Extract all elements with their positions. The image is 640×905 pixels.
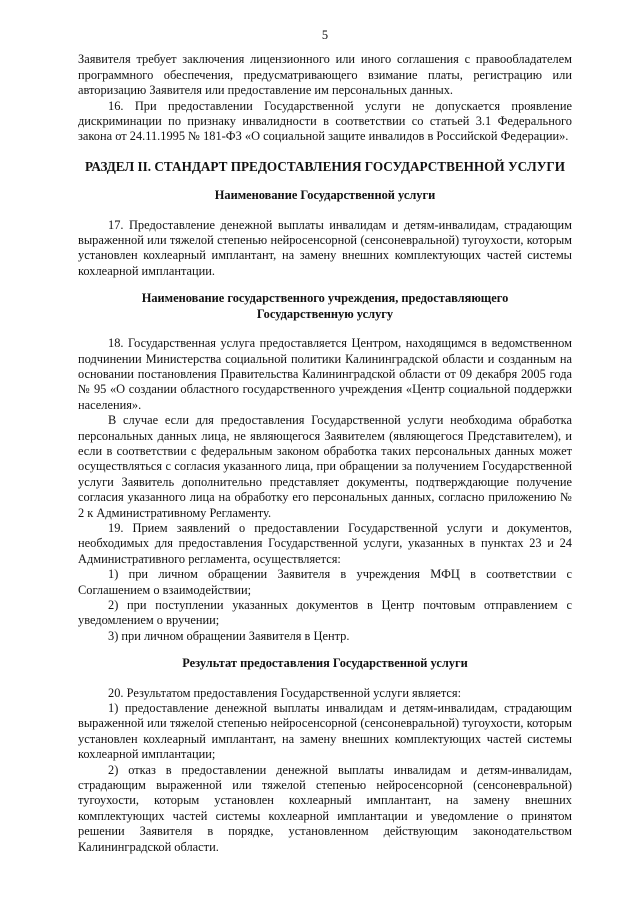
heading-organization <box>78 291 572 322</box>
heading-service-name: Наименование Государственной услуги <box>214 188 436 203</box>
paragraph-20-item-2: 2) отказ в предоставлении денежной выплаты инвалидам и детям-инвалидам, страдающим выраженной или тяжелой степенью нейросенсорной (сенсоневральной) тугоухости, которым установлен кохлеарный имплантант, на замену внешних комплектующих частей системы кохлеарной имплантации и уведомление о принятом решении Заявителя в порядке, установленном действующим законодательством Калининградской области. <box>78 762 572 854</box>
section-title: РАЗДЕЛ II. СТАНДАРТ ПРЕДОСТАВЛЕНИЯ ГОСУДАРСТВЕННОЙ УСЛУГИ <box>84 158 566 174</box>
paragraph-18-consent: В случае если для предоставления Государственной услуги необходима обработка персональных данных лица, не являющегося Заявителем (являющегося Представителем), и если в соответствии с федеральным законом обработка таких персональных данных может осуществляться с согласия указанного лица, при обращении за получением Государственной услуги Заявитель дополнительно представляет документы, подтверждающие получение согласия указанного лица на обработку его персональных данных, согласно приложению № 2 к Административному Регламенту. <box>78 413 572 520</box>
paragraph-17: 17. Предоставление денежной выплаты инвалидам и детям-инвалидам, страдающим выраженной или тяжелой степенью нейросенсорной (сенсоневральной) тугоухости, которым установлен кохлеарный имплантант, на замену внешних комплектующих частей системы кохлеарной имплантации. <box>78 217 572 278</box>
paragraph-20-item-1: 1) предоставление денежной выплаты инвалидам и детям-инвалидам, страдающим выраженной или тяжелой степенью нейросенсорной (сенсоневральной) тугоухости, которым установлен кохлеарный имплантант, на замену внешних комплектующих частей системы кохлеарной имплантации; <box>78 701 572 762</box>
heading-organization-line-2: Государственную услугу <box>256 306 394 321</box>
paragraph-19: 19. Прием заявлений о предоставлении Государственной услуги и документов, необходимых для предоставления Государственной услуги, указанных в пунктах 23 и 24 Административного регламента, осуществляется: <box>78 520 572 566</box>
heading-result: Результат предоставления Государственной услуги <box>182 656 468 671</box>
paragraph-18: 18. Государственная услуга предоставляется Центром, находящимся в ведомственном подчинении Министерства социальной политики Калининградской области и созданным на основании постановления Правительства Калининградской области от 09 декабря 2005 года № 95 «О создании областного государственного учреждения «Центр социальной поддержки населения». <box>78 336 572 412</box>
paragraph-continuation: Заявителя требует заключения лицензионного или иного соглашения с правообладателем программного обеспечения, предусматривающего взимание платы, регистрацию или авторизацию Заявителя или предоставление им персональных данных. <box>78 52 572 98</box>
paragraph-19-item-1: 1) при личном обращении Заявителя в учреждения МФЦ в соответствии с Соглашением о взаимодействии; <box>78 567 572 597</box>
paragraph-16: 16. При предоставлении Государственной услуги не допускается проявление дискриминации по признаку инвалидности в соответствии со статьей 3.1 Федерального закона от 24.11.1995 № 181-ФЗ «О социальной защите инвалидов в Российской Федерации». <box>78 98 572 144</box>
document-page <box>78 28 572 855</box>
paragraph-19-item-2: 2) при поступлении указанных документов в Центр почтовым отправлением с уведомлением о вручении; <box>78 598 572 628</box>
page-number: 5 <box>321 28 329 42</box>
heading-organization-line-1: Наименование государственного учреждения, предоставляющего <box>141 291 509 306</box>
paragraph-20: 20. Результатом предоставления Государственной услуги является: <box>108 685 462 700</box>
paragraph-19-item-3: 3) при личном обращении Заявителя в Центр. <box>108 628 350 643</box>
